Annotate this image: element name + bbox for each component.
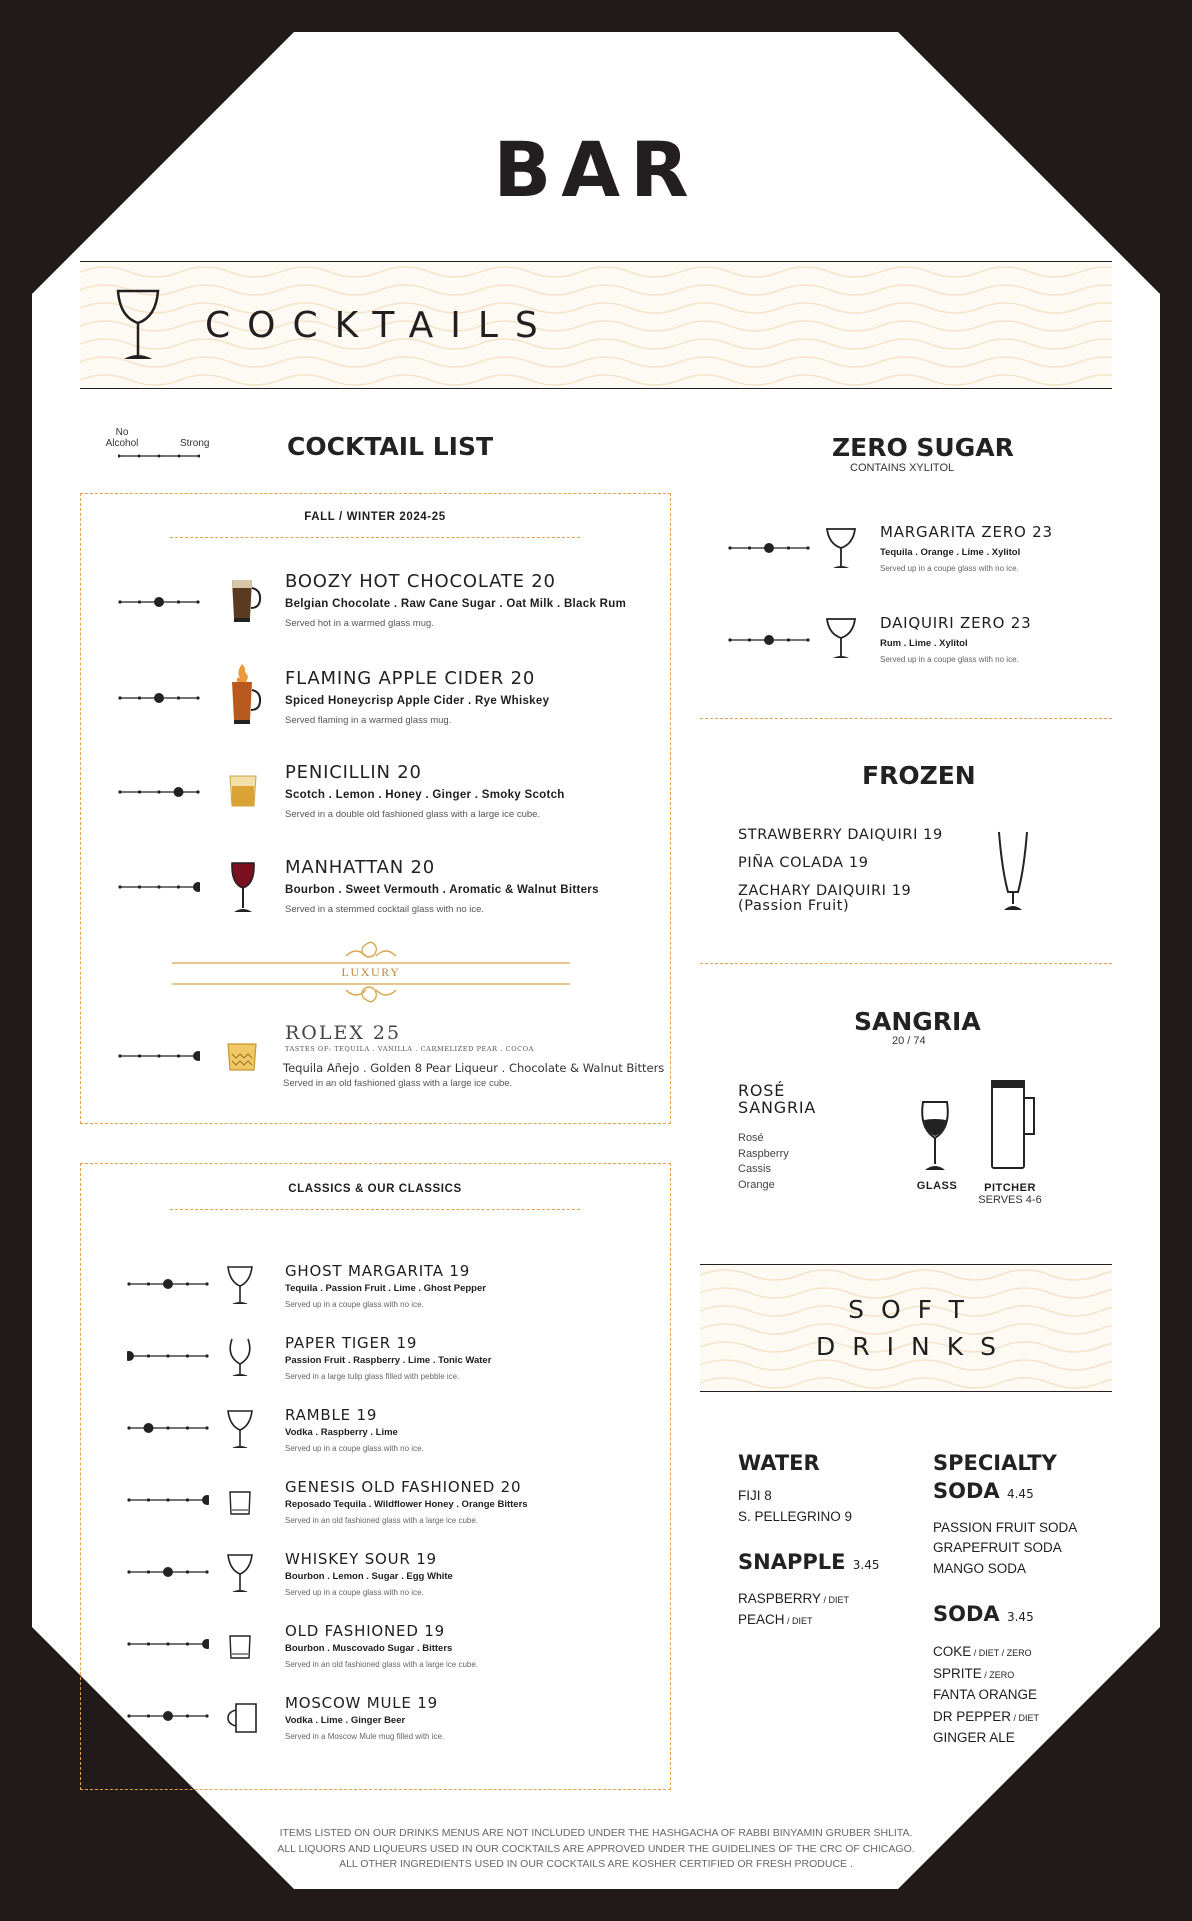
item-name: DAIQUIRI ZERO 23: [880, 614, 1032, 632]
pitcher-label: PITCHER: [984, 1182, 1036, 1194]
strength-indicator: [118, 880, 200, 894]
legend-strong: Strong: [180, 438, 210, 449]
item-name: DR PEPPER: [933, 1708, 1012, 1724]
divider: [80, 388, 1112, 389]
item-note: Served in a Moscow Mule mug filled with ice.: [285, 1732, 445, 1741]
section-divider: [700, 963, 1112, 964]
footer-disclaimer: [0, 1826, 1192, 1873]
item-ingredients: Reposado Tequila . Wildflower Honey . Orange Bitters: [285, 1499, 528, 1510]
coupe-glass-icon: [226, 1408, 258, 1450]
snapple-title: SNAPPLE: [738, 1550, 846, 1574]
soda-title: SODA: [933, 1602, 1000, 1626]
sangria-ingredients: [738, 1131, 789, 1193]
item-note: Served flaming in a warmed glass mug.: [285, 715, 452, 726]
subhead-divider: [170, 1209, 580, 1210]
strength-indicator: [127, 1637, 209, 1651]
specialty-heading-line2: [933, 1479, 1034, 1503]
soft-drinks-banner: [700, 1265, 1112, 1391]
classics-subhead: CLASSICS & OUR CLASSICS: [288, 1183, 462, 1195]
strength-scale-legend: [118, 450, 200, 462]
item-note: Served hot in a warmed glass mug.: [285, 618, 434, 629]
divider: [700, 1391, 1112, 1392]
cocktail-list-heading: COCKTAIL LIST: [287, 432, 494, 461]
item-note: Served in a large tulip glass filled with pebble ice.: [285, 1372, 460, 1381]
item-name: OLD FASHIONED 19: [285, 1622, 445, 1640]
soda-item: [933, 1685, 1039, 1707]
frozen-item: ZACHARY DAIQUIRI 19: [738, 883, 912, 899]
soda-price: 3.45: [1006, 1610, 1034, 1624]
flaming-mug-icon: [228, 662, 262, 728]
strength-indicator: [127, 1493, 209, 1507]
cocktails-section-title: COCKTAILS: [205, 305, 555, 346]
frozen-item: STRAWBERRY DAIQUIRI 19: [738, 827, 943, 843]
snapple-heading: [738, 1550, 880, 1574]
item-note: Served in an old fashioned glass with a large ice cube.: [285, 1516, 479, 1525]
item-modifier: / ZERO: [981, 1669, 1015, 1680]
item-ingredients: Rum . Lime . Xylitol: [880, 638, 968, 649]
item-modifier: / DIET: [1011, 1712, 1040, 1723]
sangria-name-line1: ROSÉ: [738, 1081, 786, 1100]
item-name: RASPBERRY: [738, 1591, 822, 1606]
hurricane-glass-icon: [996, 830, 1030, 912]
coupe-glass-icon: [825, 526, 857, 570]
sangria-heading: SANGRIA: [854, 1007, 981, 1036]
specialty-item: PASSION FRUIT SODA: [933, 1520, 1078, 1535]
item-ingredients: Spiced Honeycrisp Apple Cider . Rye Whiskey: [285, 695, 550, 707]
rocks-glass-icon: [226, 1042, 258, 1072]
item-name: FLAMING APPLE CIDER 20: [285, 668, 536, 689]
item-name: SPRITE: [933, 1665, 982, 1681]
item-ingredients: Vodka . Raspberry . Lime: [285, 1427, 398, 1438]
wine-glass-icon: [918, 1098, 952, 1172]
pitcher-serves: SERVES 4-6: [978, 1194, 1042, 1206]
item-ingredients: Vodka . Lime . Ginger Beer: [285, 1715, 406, 1726]
hot-chocolate-mug-icon: [228, 574, 262, 626]
item-ingredients: Tequila . Passion Fruit . Lime . Ghost Pepper: [285, 1283, 486, 1294]
soda-list: [933, 1642, 1039, 1750]
page-title: BAR: [493, 125, 699, 214]
item-name: MARGARITA ZERO 23: [880, 523, 1053, 541]
item-note: Served up in a coupe glass with no ice.: [285, 1444, 424, 1453]
item-modifier: / DIET: [821, 1595, 850, 1605]
item-note: Served up in a coupe glass with no ice.: [285, 1300, 424, 1309]
water-item: FIJI 8: [738, 1488, 772, 1503]
item-note: Served up in a coupe glass with no ice.: [880, 564, 1019, 573]
luxury-item-tastes: TASTES OF: TEQUILA . VANILLA . CARMELIZED PEAR . COCOA: [285, 1045, 534, 1053]
sangria-price: 20 / 74: [892, 1035, 926, 1047]
ingredient: Raspberry: [738, 1147, 789, 1160]
glass-label: GLASS: [916, 1180, 958, 1192]
soda-item: [933, 1707, 1039, 1729]
coupe-glass-icon: [116, 287, 160, 363]
item-ingredients: Belgian Chocolate . Raw Cane Sugar . Oat Milk . Black Rum: [285, 598, 627, 610]
snapple-price: 3.45: [852, 1558, 880, 1572]
soda-item: [933, 1642, 1039, 1664]
item-name: PENICILLIN 20: [285, 762, 422, 783]
strength-indicator: [118, 785, 200, 799]
item-modifier: / DIET / ZERO: [971, 1648, 1032, 1658]
item-note: Served in a stemmed cocktail glass with no ice.: [285, 904, 485, 915]
item-ingredients: Tequila . Orange . Lime . Xylitol: [880, 547, 1021, 558]
double-old-fashioned-glass-icon: [228, 774, 258, 808]
zero-sugar-subheading: CONTAINS XYLITOL: [850, 462, 955, 474]
stemmed-red-glass-icon: [229, 860, 257, 914]
strength-indicator: [728, 541, 810, 555]
wave-pattern: [700, 1265, 1112, 1391]
specialty-heading-line1: SPECIALTY: [933, 1451, 1057, 1475]
item-name: PEACH: [738, 1612, 785, 1627]
moscow-mule-mug-icon: [226, 1696, 258, 1738]
item-note: Served in a double old fashioned glass with a large ice cube.: [285, 809, 541, 820]
coupe-glass-icon: [226, 1264, 258, 1306]
strength-indicator: [127, 1349, 209, 1363]
specialty-price: 4.45: [1006, 1487, 1034, 1501]
soft-drinks-title-line1: SOFT: [848, 1295, 981, 1324]
old-fashioned-glass-icon: [226, 1480, 258, 1522]
strength-indicator: [127, 1709, 209, 1723]
item-ingredients: Scotch . Lemon . Honey . Ginger . Smoky Scotch: [285, 789, 565, 801]
item-note: Served in an old fashioned glass with a large ice cube.: [283, 1078, 513, 1089]
item-name: MOSCOW MULE 19: [285, 1694, 438, 1712]
specialty-title: SODA: [933, 1479, 1000, 1503]
item-name: BOOZY HOT CHOCOLATE 20: [285, 571, 556, 592]
strength-indicator: [118, 1049, 200, 1063]
item-ingredients: Bourbon . Muscovado Sugar . Bitters: [285, 1643, 453, 1654]
sangria-name-line2: SANGRIA: [738, 1098, 817, 1117]
zero-sugar-heading: ZERO SUGAR: [832, 433, 1014, 462]
item-modifier: / DIET: [784, 1616, 813, 1626]
water-item: S. PELLEGRINO 9: [738, 1509, 853, 1524]
soda-item: [933, 1664, 1039, 1686]
ingredient: Cassis: [738, 1163, 772, 1175]
item-note: Served up in a coupe glass with no ice.: [285, 1588, 424, 1597]
item-name: RAMBLE 19: [285, 1406, 378, 1424]
strength-indicator: [127, 1277, 209, 1291]
soda-heading: [933, 1602, 1034, 1626]
item-note: Served up in a coupe glass with no ice.: [880, 655, 1019, 664]
coupe-glass-icon: [825, 616, 857, 660]
footer-line: ALL OTHER INGREDIENTS USED IN OUR COCKTAILS ARE KOSHER CERTIFIED OR FRESH PRODUCE .: [339, 1858, 853, 1870]
ingredient: Orange: [738, 1178, 775, 1191]
item-name: PAPER TIGER 19: [285, 1334, 418, 1352]
legend-no-alcohol: No Alcohol: [105, 427, 139, 449]
luxury-label: LUXURY: [341, 965, 401, 979]
item-name: WHISKEY SOUR 19: [285, 1550, 437, 1568]
specialty-item: MANGO SODA: [933, 1561, 1027, 1576]
subhead-divider: [170, 537, 580, 538]
item-ingredients: Bourbon . Sweet Vermouth . Aromatic & Walnut Bitters: [285, 884, 599, 896]
strength-indicator: [127, 1421, 209, 1435]
frozen-item: PIÑA COLADA 19: [738, 855, 869, 871]
soft-drinks-title-line2: DRINKS: [816, 1332, 1013, 1361]
luxury-item-name: ROLEX 25: [285, 1022, 402, 1044]
item-ingredients: Bourbon . Lemon . Sugar . Egg White: [285, 1571, 453, 1582]
section-divider: [700, 718, 1112, 719]
old-fashioned-glass-icon: [226, 1624, 258, 1666]
strength-indicator: [728, 633, 810, 647]
strength-indicator: [118, 595, 200, 609]
pitcher-icon: [988, 1076, 1038, 1172]
item-note: Served in an old fashioned glass with a large ice cube.: [285, 1660, 479, 1669]
frozen-item-note: (Passion Fruit): [738, 898, 850, 914]
specialty-item: GRAPEFRUIT SODA: [933, 1540, 1062, 1555]
luxury-item-ingredients: Tequila Añejo . Golden 8 Pear Liqueur . Chocolate & Walnut Bitters: [283, 1061, 665, 1075]
item-name: MANHATTAN 20: [285, 857, 436, 878]
coupe-glass-icon: [226, 1552, 258, 1594]
frozen-heading: FROZEN: [862, 761, 976, 790]
soda-item: [933, 1728, 1039, 1750]
fall-winter-subhead: FALL / WINTER 2024-25: [304, 511, 446, 523]
item-name: GINGER ALE: [933, 1730, 1015, 1745]
water-heading: WATER: [738, 1451, 820, 1475]
item-name: COKE: [933, 1644, 972, 1659]
snapple-item: [738, 1610, 813, 1632]
ingredient: Rosé: [738, 1132, 764, 1144]
strength-indicator: [127, 1565, 209, 1579]
footer-line: ITEMS LISTED ON OUR DRINKS MENUS ARE NOT INCLUDED UNDER THE HASHGACHA OF RABBI BINYAMIN GRUBER SHLITA.: [279, 1827, 913, 1839]
item-name: GENESIS OLD FASHIONED 20: [285, 1478, 522, 1496]
strength-indicator: [118, 691, 200, 705]
snapple-item: [738, 1589, 849, 1611]
item-name: FANTA ORANGE: [933, 1687, 1038, 1702]
footer-line: ALL LIQUORS AND LIQUEURS USED IN OUR COCKTAILS ARE APPROVED UNDER THE GUIDELINES OF THE CRC OF CHICAGO.: [277, 1842, 915, 1855]
item-name: GHOST MARGARITA 19: [285, 1262, 471, 1280]
tulip-glass-icon: [226, 1336, 258, 1378]
item-ingredients: Passion Fruit . Raspberry . Lime . Tonic Water: [285, 1355, 492, 1366]
